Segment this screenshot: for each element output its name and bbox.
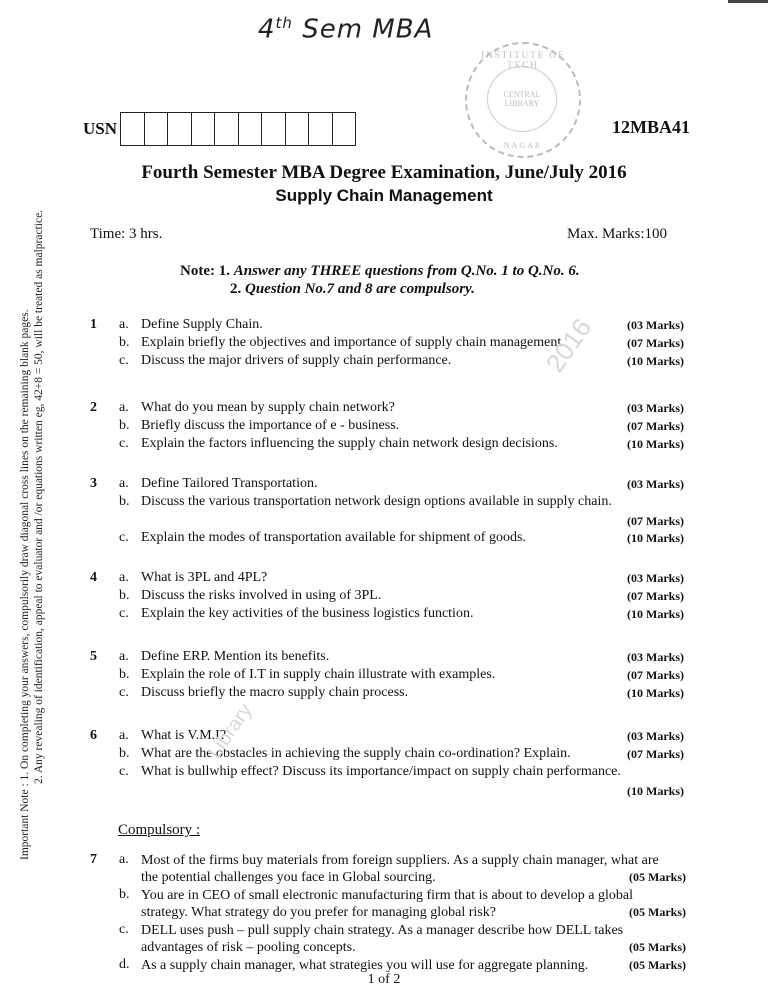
question-part: [90, 588, 684, 606]
part-letter: d.: [119, 957, 130, 972]
usn-box: [121, 113, 145, 145]
question-part: [90, 852, 686, 886]
handwritten-note: [258, 14, 433, 45]
side-note-line2: 2. Any revealing of identification, appeal to evaluator and /or equations written eg, 42+8 = 50, will be treated as malpractice.: [33, 209, 45, 784]
part-marks: (07 Marks): [627, 747, 684, 761]
question-part: [90, 476, 684, 494]
part-letter: c.: [119, 922, 129, 937]
part-marks: (10 Marks): [627, 686, 684, 700]
part-text-line1: Most of the firms buy materials from foreign suppliers. As a supply chain manager, what are: [141, 853, 659, 868]
question-part: [90, 922, 686, 956]
question-number: 2: [90, 400, 97, 415]
part-text: Define Supply Chain.: [141, 317, 263, 332]
part-marks: (10 Marks): [627, 607, 684, 621]
note-item1: Answer any THREE questions from Q.No. 1 to Q.No. 6.: [233, 263, 580, 279]
page-number: 1 of 2: [367, 972, 401, 987]
note-label: Note:: [180, 263, 215, 279]
instructions-note: [180, 262, 580, 298]
part-marks: (03 Marks): [627, 571, 684, 585]
important-side-note: [18, 210, 46, 860]
note-line-1: [180, 262, 580, 280]
part-text-line1: DELL uses push – pull supply chain strategy. As a manager describe how DELL takes: [141, 923, 624, 938]
part-text: What is bullwhip effect? Discuss its importance/impact on supply chain performance.: [141, 764, 621, 779]
question-1: [90, 317, 684, 371]
part-marks: (10 Marks): [627, 784, 684, 798]
handwritten-base: 4: [258, 14, 276, 45]
part-letter: a.: [119, 728, 129, 743]
handwritten-rest: Sem MBA: [292, 14, 434, 45]
question-part: [90, 335, 684, 353]
part-marks: (03 Marks): [627, 401, 684, 415]
question-number: 7: [90, 852, 97, 867]
exam-title: Fourth Semester MBA Degree Examination, June/July 2016: [141, 162, 627, 183]
usn-box: [239, 113, 263, 145]
part-text: Discuss briefly the macro supply chain process.: [141, 685, 409, 700]
note-item1-num: 1.: [218, 263, 230, 279]
question-number: 4: [90, 570, 97, 585]
marks-line: [90, 512, 684, 530]
part-text-line1: You are in CEO of small electronic manufacturing firm that is about to develop a global: [141, 888, 633, 903]
part-text-line2: advantages of risk – pooling concepts.: [141, 940, 356, 955]
part-marks: (07 Marks): [627, 336, 684, 350]
question-6: [90, 728, 684, 800]
question-part: [90, 353, 684, 371]
note-item2: Question No.7 and 8 are compulsory.: [245, 281, 475, 297]
part-text-line2: strategy. What strategy do you prefer for managing global risk?: [141, 905, 496, 920]
usn-box: [215, 113, 239, 145]
part-marks: (05 Marks): [629, 940, 686, 954]
faint-watermark: 2016: [539, 312, 598, 378]
question-3: [90, 476, 684, 548]
part-letter: a.: [119, 400, 129, 415]
question-2: [90, 400, 684, 454]
part-letter: a.: [119, 649, 129, 664]
part-text-line2: the potential challenges you face in Global sourcing.: [141, 870, 436, 885]
question-number: 1: [90, 317, 97, 332]
subject-code: 12MBA41: [612, 117, 690, 137]
usn-box: [309, 113, 333, 145]
part-text: Explain the factors influencing the supply chain network design decisions.: [141, 436, 558, 451]
part-letter: a.: [119, 476, 129, 491]
part-letter: c.: [119, 606, 129, 621]
question-part: [90, 494, 684, 512]
part-letter: a.: [119, 570, 129, 585]
usn-box: [168, 113, 192, 145]
part-marks: (03 Marks): [627, 477, 684, 491]
question-number: 6: [90, 728, 97, 743]
part-text: Explain briefly the objectives and importance of supply chain management.: [141, 335, 565, 350]
part-letter: a.: [119, 317, 129, 332]
part-text: Define Tailored Transportation.: [141, 476, 318, 491]
stamp-ring-bottom: NAGAR: [503, 141, 543, 150]
question-number: 3: [90, 476, 97, 491]
usn-box: [192, 113, 216, 145]
usn-boxes: [120, 112, 356, 146]
part-marks: (05 Marks): [629, 905, 686, 919]
scan-edge-mark: [728, 0, 768, 3]
part-text: What is 3PL and 4PL?: [141, 570, 268, 585]
part-letter: c.: [119, 530, 129, 545]
question-part: [90, 400, 684, 418]
part-letter: b.: [119, 418, 130, 433]
part-letter: c.: [119, 764, 129, 779]
time-allowed: Time: 3 hrs.: [90, 226, 163, 242]
question-part: [90, 764, 684, 782]
stamp-ring-top: INSTITUTE OF TECH: [481, 50, 565, 70]
part-letter: b.: [119, 494, 130, 509]
note-line-2: [180, 280, 580, 298]
part-text: Explain the role of I.T in supply chain illustrate with examples.: [141, 667, 496, 682]
library-stamp: [465, 42, 581, 158]
part-marks: (05 Marks): [629, 870, 686, 884]
part-marks: (07 Marks): [627, 668, 684, 682]
part-marks: (07 Marks): [627, 514, 684, 528]
part-marks: (07 Marks): [627, 419, 684, 433]
part-letter: a.: [119, 852, 129, 867]
usn-box: [333, 113, 356, 145]
handwritten-sup: th: [275, 14, 293, 32]
marks-line: [90, 782, 684, 800]
question-part: [90, 649, 684, 667]
part-letter: c.: [119, 353, 129, 368]
question-number: 5: [90, 649, 97, 664]
part-marks: (10 Marks): [627, 354, 684, 368]
part-letter: c.: [119, 685, 129, 700]
question-7: [90, 852, 686, 975]
question-part: [90, 436, 684, 454]
question-part: [90, 728, 684, 746]
part-letter: b.: [119, 887, 130, 902]
faint-watermark: Library: [203, 699, 257, 763]
part-marks: (05 Marks): [629, 958, 686, 972]
part-marks: (03 Marks): [627, 729, 684, 743]
part-marks: (10 Marks): [627, 531, 684, 545]
part-letter: b.: [119, 335, 130, 350]
compulsory-heading: Compulsory :: [118, 822, 201, 838]
part-marks: (10 Marks): [627, 437, 684, 451]
stamp-inner-line1: CENTRAL: [503, 90, 541, 99]
part-letter: b.: [119, 667, 130, 682]
part-text: Explain the key activities of the business logistics function.: [141, 606, 474, 621]
question-part: [90, 530, 684, 548]
side-note-line1: Important Note : 1. On completing your answers, compulsorily draw diagonal cross lines on the remaining blank pages.: [19, 309, 31, 860]
max-marks: Max. Marks:100: [567, 226, 667, 242]
part-letter: b.: [119, 746, 130, 761]
question-part: [90, 570, 684, 588]
usn-box: [145, 113, 169, 145]
part-text: Discuss the major drivers of supply chain performance.: [141, 353, 452, 368]
usn-label: USN: [83, 119, 118, 138]
part-letter: b.: [119, 588, 130, 603]
question-part: [90, 685, 684, 703]
part-text: Explain the modes of transportation available for shipment of goods.: [141, 530, 526, 545]
part-text: What do you mean by supply chain network?: [141, 400, 395, 415]
part-text-line1: As a supply chain manager, what strategies you will use for aggregate planning.: [141, 958, 589, 973]
part-text: What are the obstacles in achieving the supply chain co-ordination? Explain.: [141, 746, 571, 761]
part-text: Briefly discuss the importance of e - business.: [141, 418, 400, 433]
usn-box: [262, 113, 286, 145]
part-text: What is V.M.I?: [141, 728, 227, 743]
part-letter: c.: [119, 436, 129, 451]
part-text: Define ERP. Mention its benefits.: [141, 649, 330, 664]
subject-title: Supply Chain Management: [275, 186, 493, 205]
part-marks: (07 Marks): [627, 589, 684, 603]
question-5: [90, 649, 684, 703]
question-part: [90, 606, 684, 624]
usn-box: [286, 113, 310, 145]
part-marks: (03 Marks): [627, 650, 684, 664]
part-text: Discuss the various transportation network design options available in supply chain.: [141, 494, 612, 509]
question-part: [90, 667, 684, 685]
stamp-inner-line2: LIBRARY: [504, 99, 540, 108]
note-item2-num: 2.: [230, 281, 242, 297]
question-part: [90, 746, 684, 764]
question-part: [90, 418, 684, 436]
part-text: Discuss the risks involved in using of 3PL.: [141, 588, 382, 603]
part-marks: (03 Marks): [627, 318, 684, 332]
stamp-inner: [487, 66, 557, 132]
question-part: [90, 887, 686, 921]
question-4: [90, 570, 684, 624]
